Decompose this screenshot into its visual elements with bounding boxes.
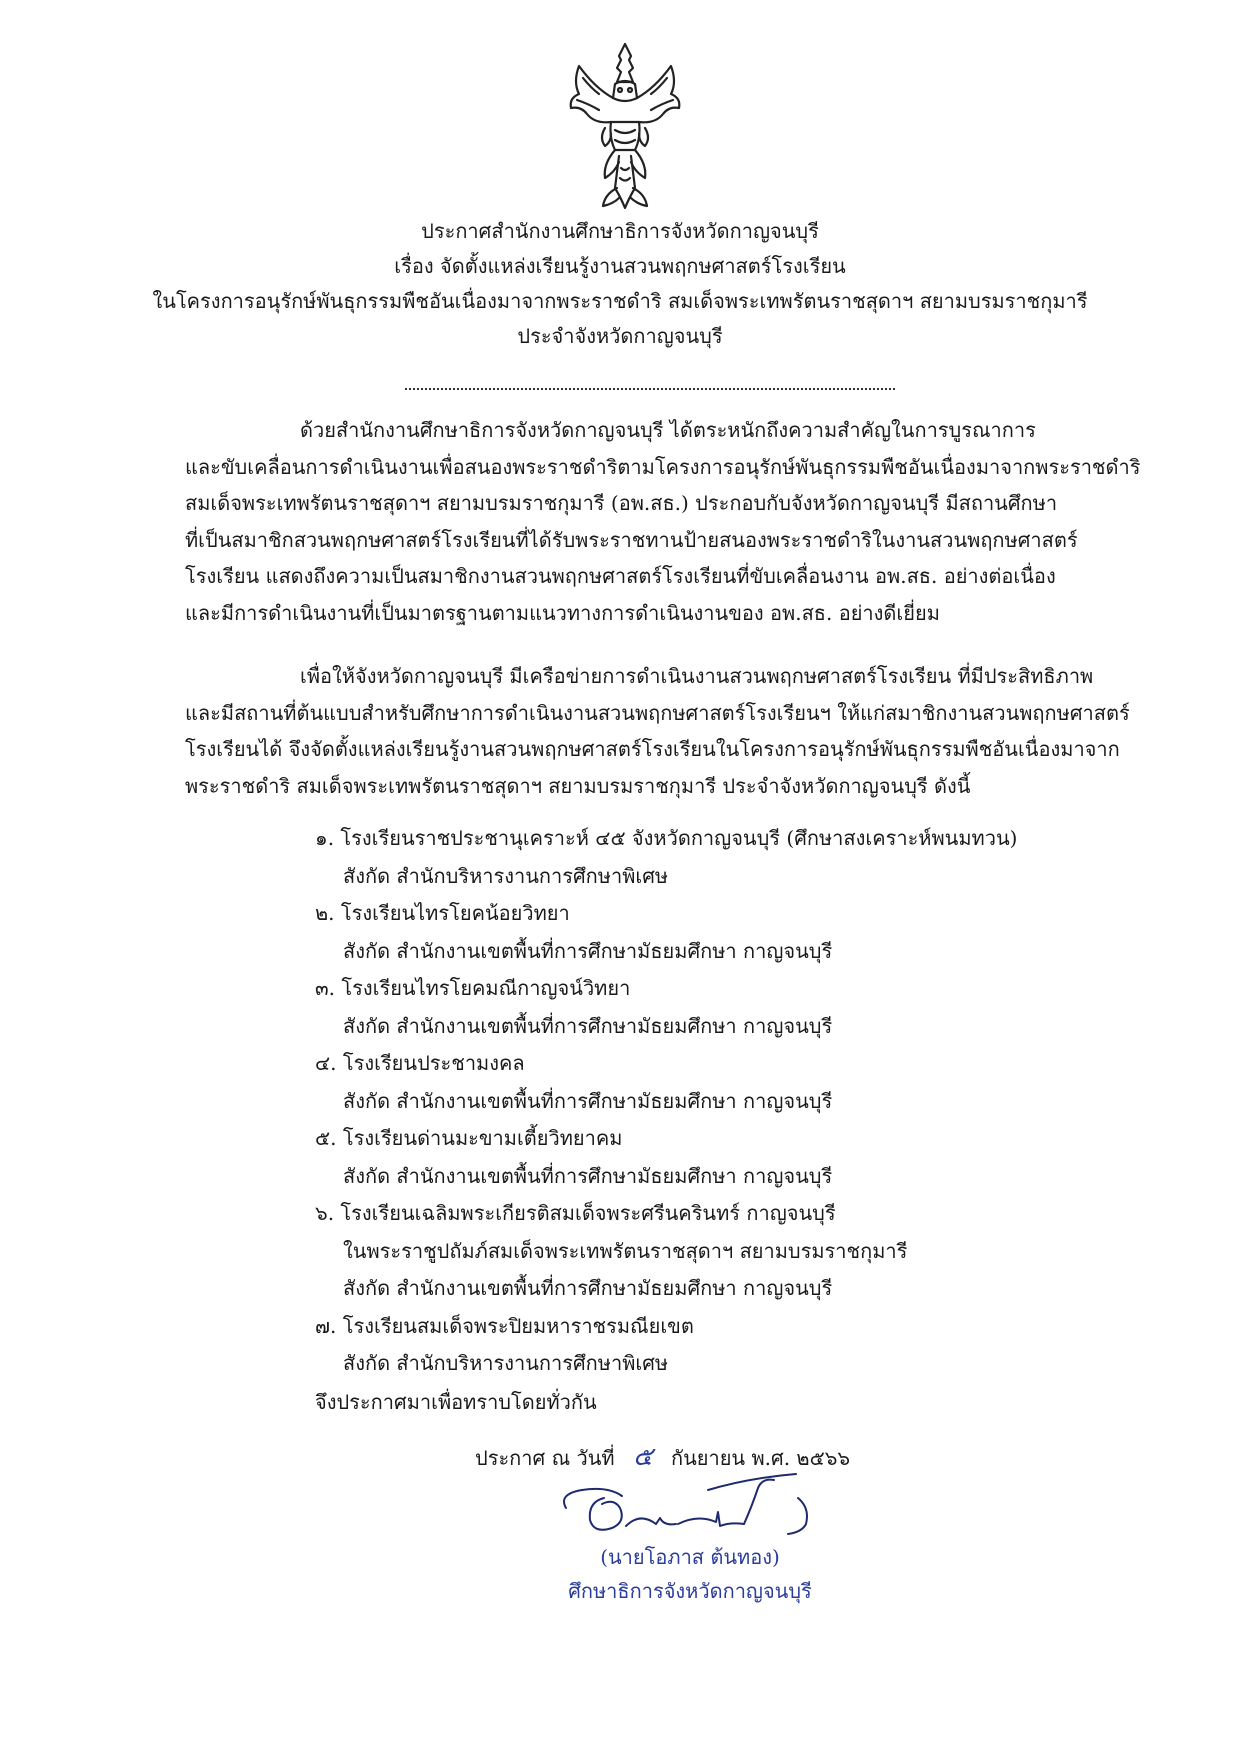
date-suffix: กันยายน พ.ศ. ๒๕๖๖ <box>670 1446 851 1470</box>
school-name: ๔. โรงเรียนประชามงคล <box>315 1051 525 1075</box>
paragraph-line: พระราชดำริ สมเด็จพระเทพรัตนราชสุดาฯ สยามบรมราชกุมารี ประจำจังหวัดกาญจนบุรี ดังนี้ <box>185 773 971 798</box>
list-item <box>315 820 1115 895</box>
paragraph-line: โรงเรียน แสดงถึงความเป็นสมาชิกงานสวนพฤกษศาสตร์โรงเรียนที่ขับเคลื่อนงาน อพ.สธ. อย่างต่อเนื่อง <box>185 564 1056 588</box>
school-name: ๒. โรงเรียนไทรโยคน้อยวิทยา <box>315 901 570 925</box>
list-item <box>315 1308 1115 1383</box>
list-item <box>315 1120 1115 1195</box>
school-affiliation: สังกัด สำนักงานเขตพื้นที่การศึกษามัธยมศึกษา กาญจนบุรี <box>343 938 833 963</box>
paragraph-line: ที่เป็นสมาชิกสวนพฤกษศาสตร์โรงเรียนที่ได้รับพระราชทานป้ายสนองพระราชดำริในงานสวนพฤกษศาสตร์ <box>185 527 1078 552</box>
paragraph-line: โรงเรียนได้ จึงจัดตั้งแหล่งเรียนรู้งานสวนพฤกษศาสตร์โรงเรียนในโครงการอนุรักษ์พันธุกรรมพืชอันเนื่องมาจาก <box>185 737 1120 761</box>
school-affiliation: สังกัด สำนักงานเขตพื้นที่การศึกษามัธยมศึกษา กาญจนบุรี <box>343 1276 833 1300</box>
school-name: ๕. โรงเรียนด่านมะขามเตี้ยวิทยาคม <box>315 1126 623 1150</box>
paragraph-2 <box>185 658 1130 804</box>
header-line-1: ประกาศสำนักงานศึกษาธิการจังหวัดกาญจนบุรี <box>421 219 819 243</box>
header-line-4: ประจำจังหวัดกาญจนบุรี <box>517 324 723 348</box>
school-name: ๑. โรงเรียนราชประชานุเคราะห์ ๔๕ จังหวัดกาญจนบุรี (ศึกษาสงเคราะห์พนมทวน) <box>315 826 1018 850</box>
paragraph-line: และมีการดำเนินงานที่เป็นมาตรฐานตามแนวทางการดำเนินงานของ อพ.สธ. อย่างดีเยี่ยม <box>185 600 940 625</box>
signer-block <box>560 1540 820 1608</box>
list-item <box>315 1045 1115 1120</box>
announcement-header <box>150 214 1090 354</box>
signer-position: ศึกษาธิการจังหวัดกาญจนบุรี <box>568 1579 812 1603</box>
school-affiliation: สังกัด สำนักงานเขตพื้นที่การศึกษามัธยมศึกษา กาญจนบุรี <box>343 1088 833 1113</box>
header-line-2: เรื่อง จัดตั้งแหล่งเรียนรู้งานสวนพฤกษศาสตร์โรงเรียน <box>394 254 846 278</box>
school-list <box>315 820 1115 1383</box>
school-patronage: ในพระราชูปถัมภ์สมเด็จพระเทพรัตนราชสุดาฯ สยามบรมราชกุมารี <box>343 1238 908 1263</box>
list-item <box>315 1195 1115 1308</box>
school-name: ๖. โรงเรียนเฉลิมพระเกียรติสมเด็จพระศรีนครินทร์ กาญจนบุรี <box>315 1201 836 1225</box>
paragraph-line: สมเด็จพระเทพรัตนราชสุดาฯ สยามบรมราชกุมารี (อพ.สธ.) ประกอบกับจังหวัดกาญจนบุรี มีสถานศึกษา <box>185 491 1058 515</box>
school-name: ๓. โรงเรียนไทรโยคมณีกาญจน์วิทยา <box>315 976 631 1000</box>
school-affiliation: สังกัด สำนักบริหารงานการศึกษาพิเศษ <box>343 1351 669 1375</box>
school-name: ๗. โรงเรียนสมเด็จพระปิยมหาราชรมณียเขต <box>315 1313 694 1338</box>
garuda-emblem-icon <box>565 38 685 218</box>
school-affiliation: สังกัด สำนักงานเขตพื้นที่การศึกษามัธยมศึกษา กาญจนบุรี <box>343 1163 833 1188</box>
paragraph-line: ด้วยสำนักงานศึกษาธิการจังหวัดกาญจนบุรี ได้ตระหนักถึงความสำคัญในการบูรณาการ <box>300 418 1036 442</box>
date-prefix: ประกาศ ณ วันที่ <box>475 1446 615 1470</box>
list-item <box>315 970 1115 1045</box>
signer-name: (นายโอภาส ต้นทอง) <box>600 1545 780 1569</box>
handwritten-day: ๕ <box>632 1442 653 1472</box>
closing-statement: จึงประกาศมาเพื่อทราบโดยทั่วกัน <box>315 1390 597 1414</box>
paragraph-line: และมีสถานที่ต้นแบบสำหรับศึกษาการดำเนินงานสวนพฤกษศาสตร์โรงเรียนฯ ให้แก่สมาชิกงานสวนพฤกษศาสตร์ <box>185 700 1130 725</box>
paragraph-line: เพื่อให้จังหวัดกาญจนบุรี มีเครือข่ายการดำเนินงานสวนพฤกษศาสตร์โรงเรียน ที่มีประสิทธิภาพ <box>300 664 1094 688</box>
list-item <box>315 895 1115 970</box>
paragraph-line: และขับเคลื่อนการดำเนินงานเพื่อสนองพระราชดำริตามโครงการอนุรักษ์พันธุกรรมพืชอันเนื่องมาจากพระราชดำริ <box>185 454 1141 479</box>
dotted-divider <box>405 388 895 390</box>
paragraph-1 <box>185 412 1141 631</box>
header-line-3: ในโครงการอนุรักษ์พันธุกรรมพืชอันเนื่องมาจากพระราชดำริ สมเด็จพระเทพรัตนราชสุดาฯ สยามบรมราชกุมารี <box>152 289 1088 313</box>
school-affiliation: สังกัด สำนักงานเขตพื้นที่การศึกษามัธยมศึกษา กาญจนบุรี <box>343 1013 833 1038</box>
school-affiliation: สังกัด สำนักบริหารงานการศึกษาพิเศษ <box>343 863 669 888</box>
